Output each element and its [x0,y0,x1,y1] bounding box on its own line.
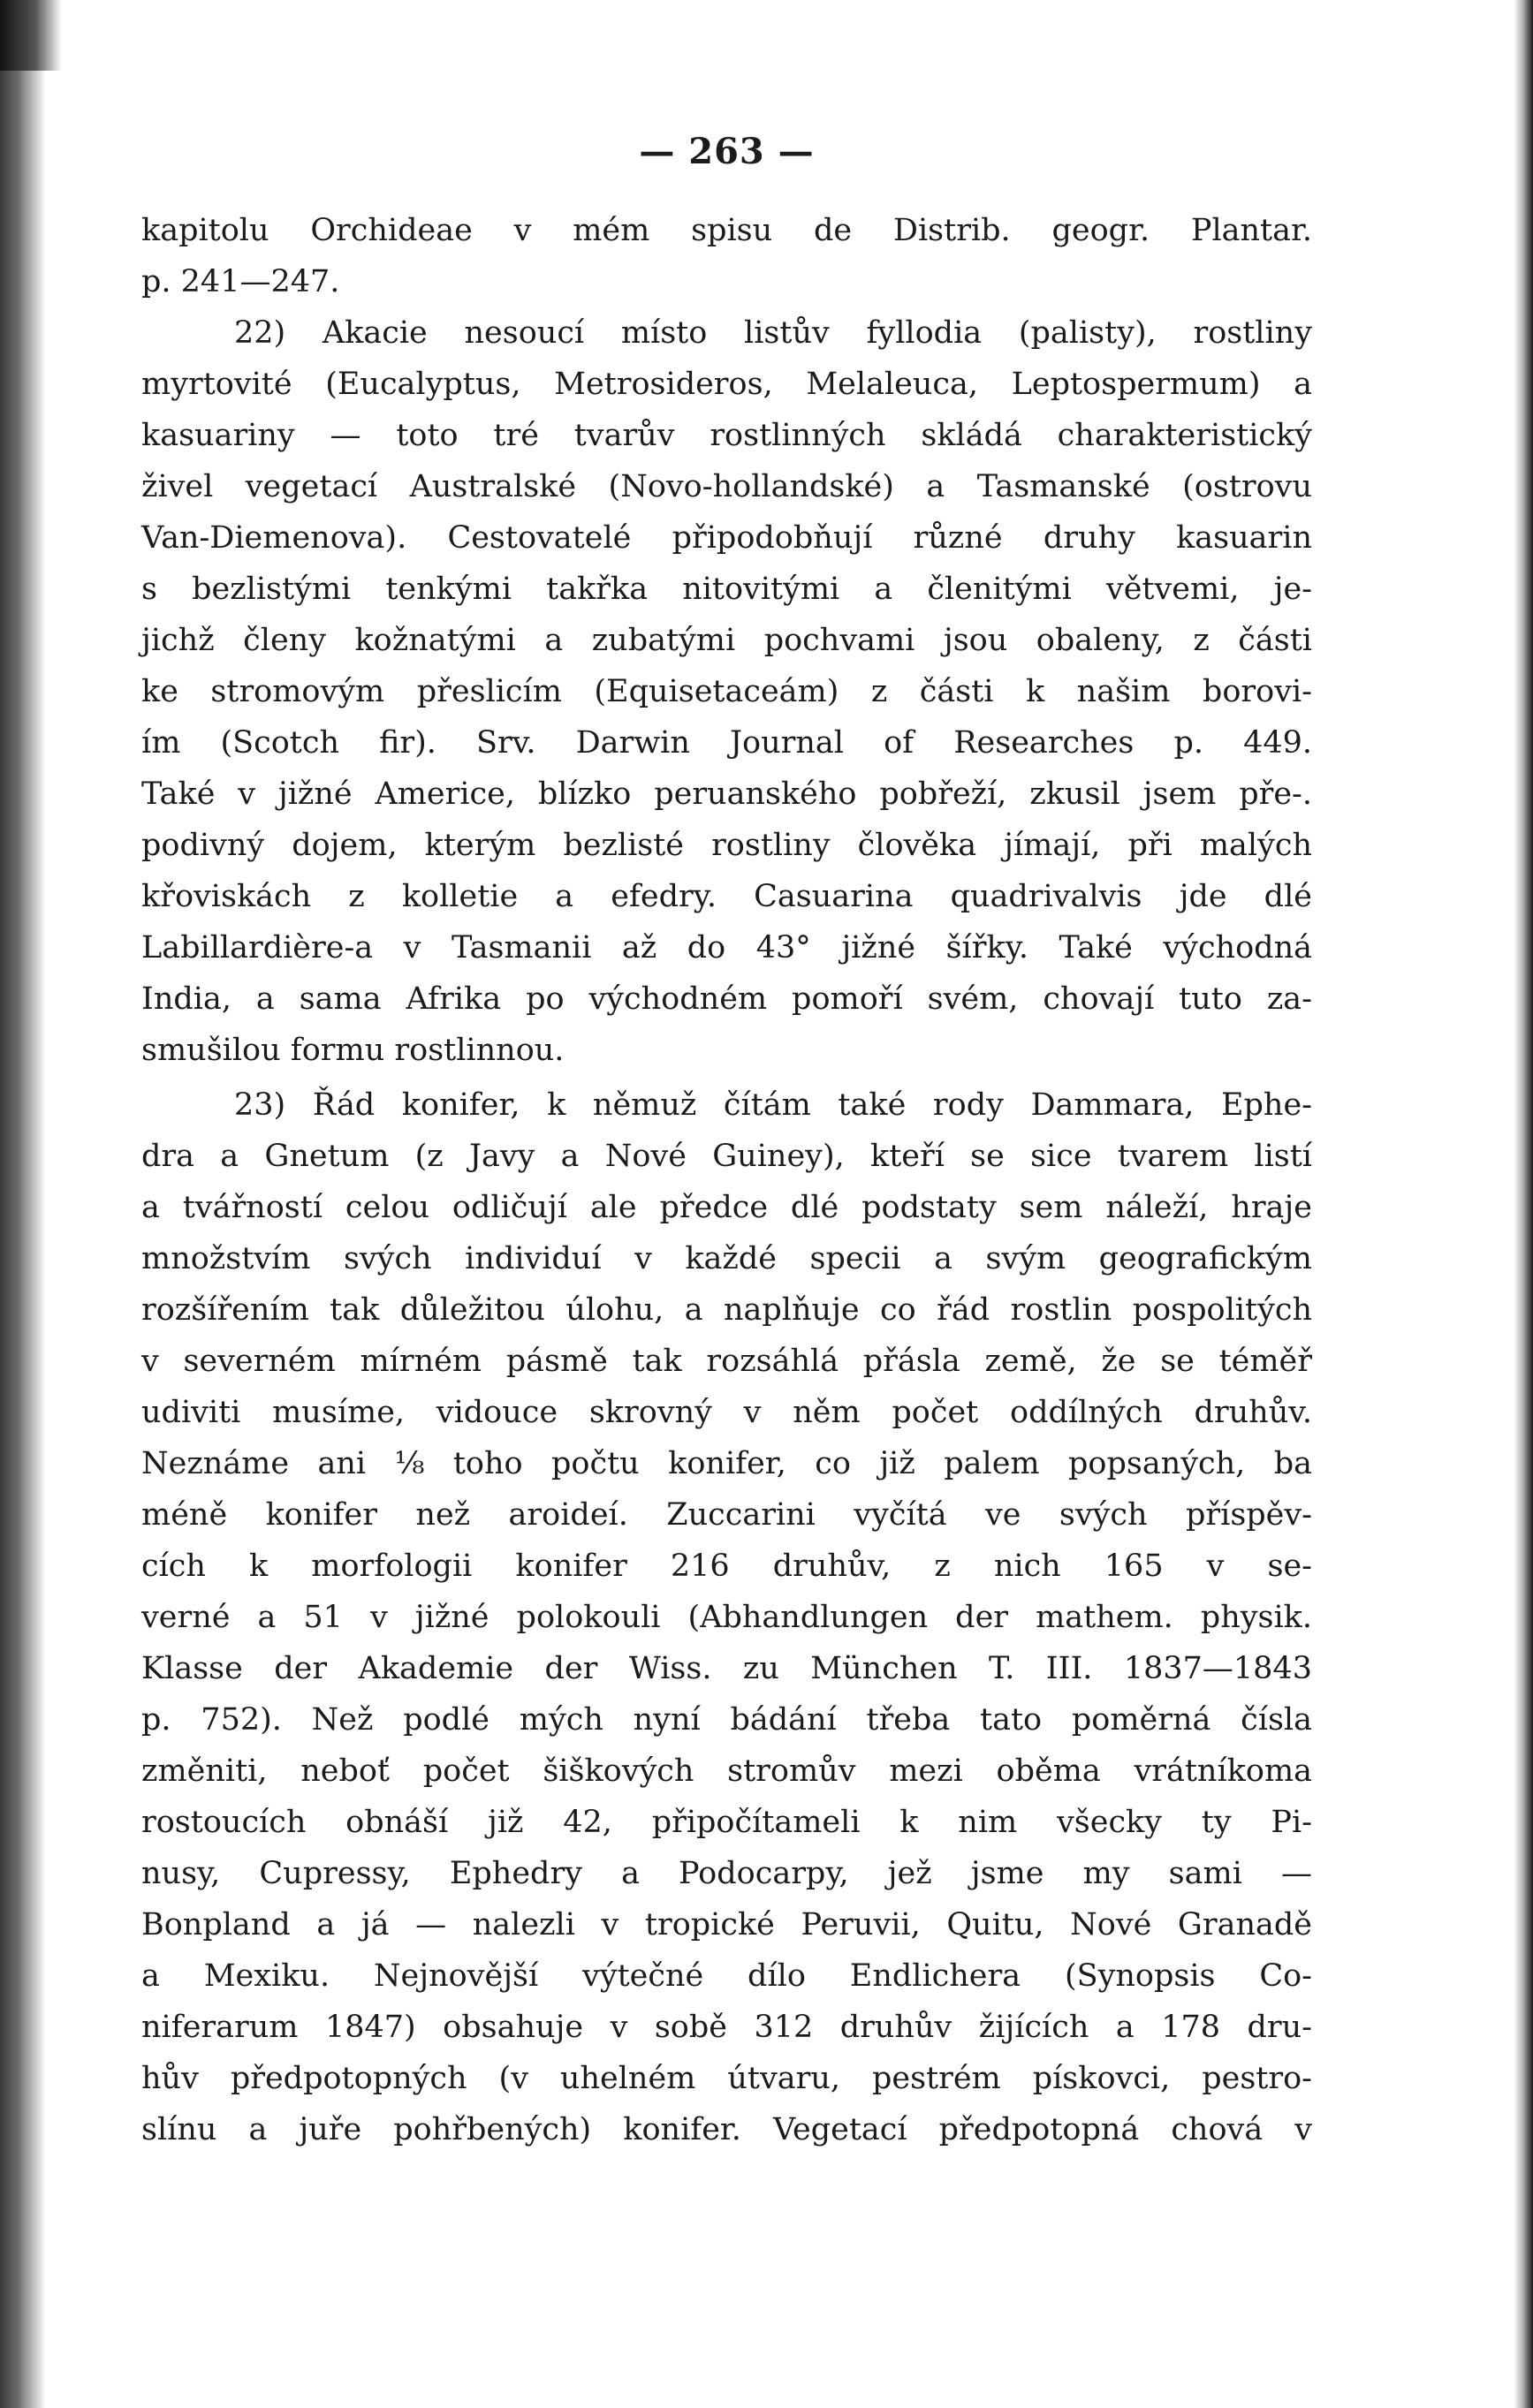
scan-shadow-corner [0,0,62,71]
text-line: verné a 51 v jižné polokouli (Abhandlungen der mathem. physik. [141,1600,1312,1635]
text-line: množstvím svých individuí v každé specii a svým geografickým [141,1241,1312,1276]
page-number: — 263 — [639,131,815,172]
text-line: Také v jižné Americe, blízko peruanského pobřeží, zkusil jsem pře-. [141,776,1312,812]
text-line: ím (Scotch fir). Srv. Darwin Journal of Researches p. 449. [141,725,1312,761]
text-line: nusy, Cupressy, Ephedry a Podocarpy, jež jsme my sami — [141,1856,1312,1891]
text-line: Klasse der Akademie der Wiss. zu München T. III. 1837—1843 [141,1651,1312,1686]
text-line: a Mexiku. Nejnovější výtečné dílo Endlichera (Synopsis Co- [141,1958,1312,1994]
text-line: rostoucích obnáší již 42, připočítameli k nim všecky ty Pi- [141,1805,1312,1840]
text-line: Neznáme ani ⅛ toho počtu konifer, co již palem popsaných, ba [141,1446,1312,1481]
text-line: dra a Gnetum (z Javy a Nové Guiney), kteří se sice tvarem listí [141,1139,1312,1174]
text-line: méně konifer než aroideí. Zuccarini vyčítá ve svých příspěv- [141,1497,1312,1533]
text-line: niferarum 1847) obsahuje v sobě 312 druhův žijících a 178 dru- [141,2010,1312,2045]
text-line: podivný dojem, kterým bezlisté rostliny člověka jímají, při malých [141,828,1312,863]
scan-shadow-right [1514,0,1533,2408]
text-line: jichž členy kožnatými a zubatými pochvami jsou obaleny, z části [141,623,1312,658]
text-line: v severném mírném pásmě tak rozsáhlá přásla země, že se téměř [141,1344,1312,1379]
text-line: a tvářností celou odličují ale předce dlé podstaty sem náleží, hraje [141,1190,1312,1225]
text-line: 23) Řád konifer, k němuž čítám také rody Dammara, Ephe- [234,1087,1312,1123]
text-line: slínu a juře pohřbených) konifer. Vegetací předpotopná chová v [141,2112,1312,2147]
text-line: p. 752). Než podlé mých nyní bádání třeba tato poměrná čísla [141,1702,1312,1738]
text-line: myrtovité (Eucalyptus, Metrosideros, Melaleuca, Leptospermum) a [141,367,1312,402]
text-line: Bonpland a já — nalezli v tropické Peruvii, Quitu, Nové Granadě [141,1907,1312,1942]
text-line: ke stromovým přeslicím (Equisetaceám) z části k našim borovi- [141,674,1312,709]
text-line: udiviti musíme, vidouce skrovný v něm počet oddílných druhův. [141,1395,1312,1430]
text-line: Labillardière-a v Tasmanii až do 43° jižné šířky. Také východná [141,930,1312,965]
text-line: smušilou formu rostlinnou. [141,1033,565,1068]
text-line: hův předpotopných (v uhelném útvaru, pestrém pískovci, pestro- [141,2061,1312,2096]
book-page [141,0,1312,2408]
text-line: kasuariny — toto tré tvarův rostlinných skládá charakteristický [141,418,1312,453]
text-line: Van-Diemenova). Cestovatelé připodobňují různé druhy kasuarin [141,520,1312,556]
text-line: změniti, neboť počet šiškových stromův mezi oběma vrátníkoma [141,1753,1312,1789]
text-line: s bezlistými tenkými takřka nitovitými a členitými větvemi, je- [141,572,1312,607]
text-line: kapitolu Orchideae v mém spisu de Distrib. geogr. Plantar. [141,213,1312,248]
scan-shadow-left [0,0,46,2408]
text-line: cích k morfologii konifer 216 druhův, z nich 165 v se- [141,1549,1312,1584]
text-line: rozšířením tak důležitou úlohu, a naplňuje co řád rostlin pospolitých [141,1292,1312,1328]
text-line: India, a sama Afrika po východném pomoří svém, chovají tuto za- [141,981,1312,1017]
text-line: živel vegetací Australské (Novo-hollandské) a Tasmanské (ostrovu [141,469,1312,504]
text-line: 22) Akacie nesoucí místo listův fyllodia (palisty), rostliny [234,315,1312,351]
text-line: křoviskách z kolletie a efedry. Casuarina quadrivalvis jde dlé [141,879,1312,914]
text-line: p. 241—247. [141,264,340,299]
